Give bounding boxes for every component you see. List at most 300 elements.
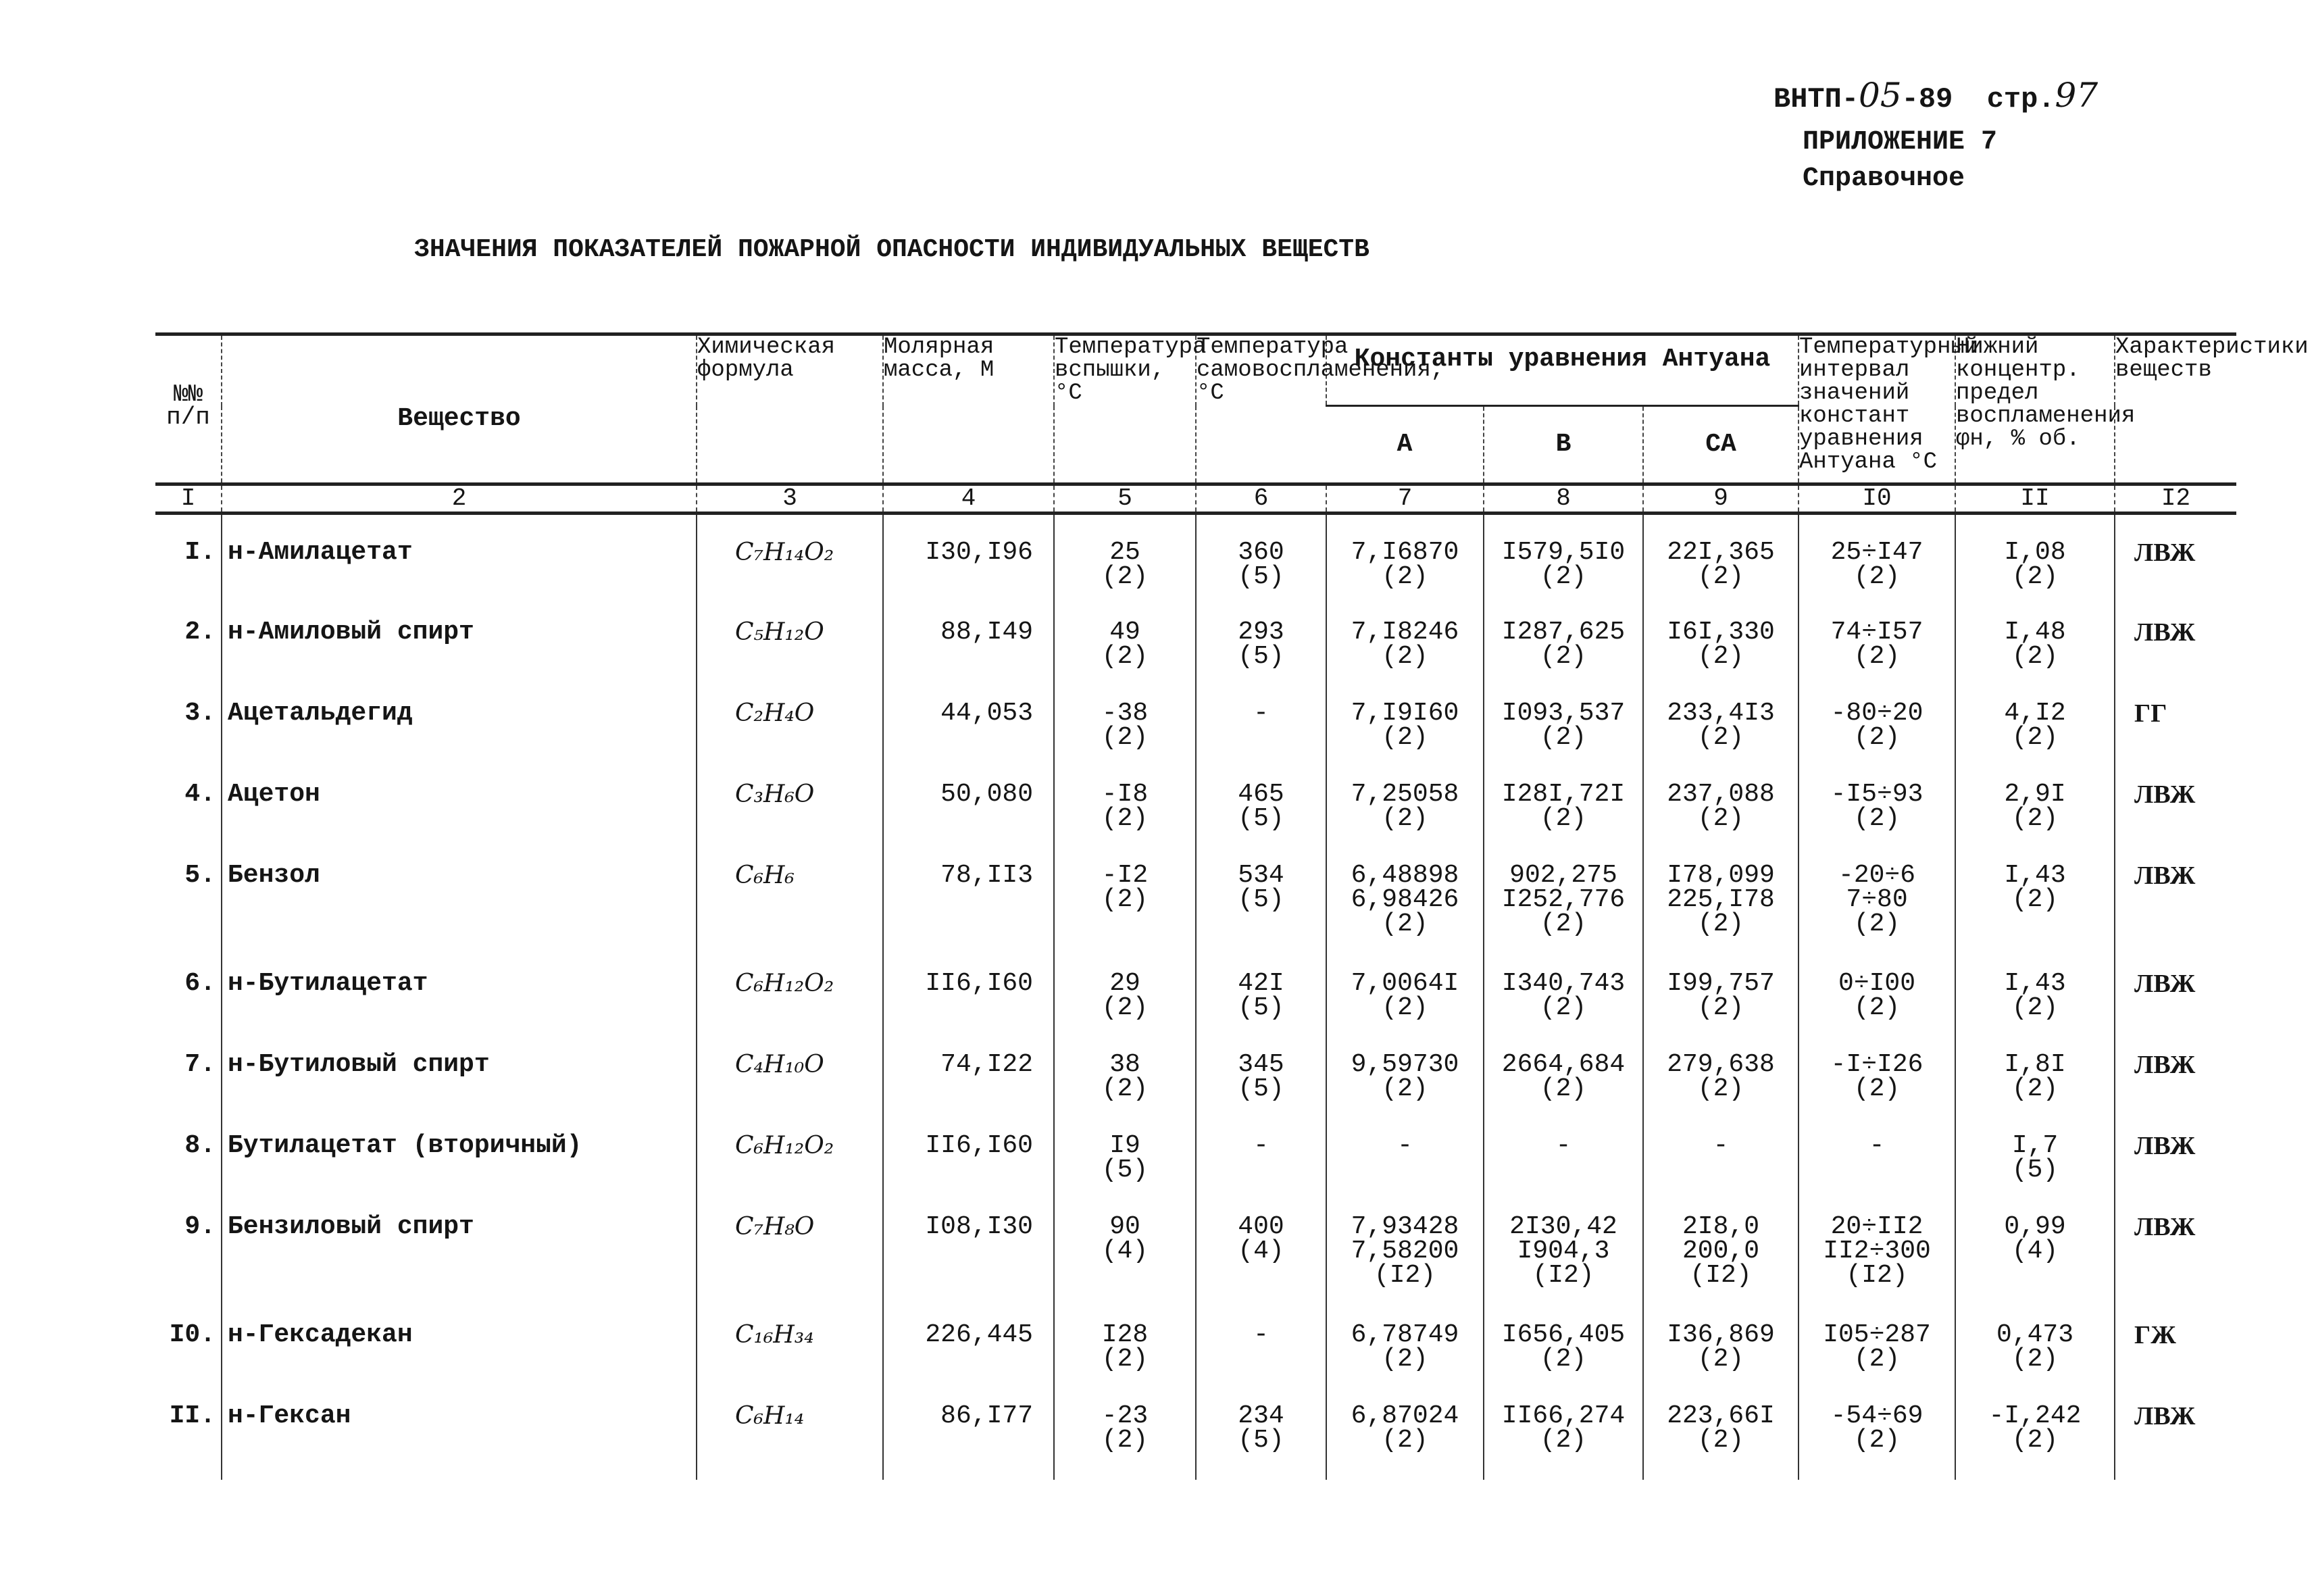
ca-value: - [1713,1130,1729,1160]
cell-a [1326,757,1484,838]
cell-name: н-Бутилацетат [222,946,697,1027]
ca-value: (2) [1697,1344,1744,1374]
document-reference [1774,76,2098,116]
cell-cls: ЛВЖ [2115,1378,2236,1480]
cell-ca [1643,1378,1799,1480]
cell-cls: ЛВЖ [2115,514,2236,595]
cell-range [1799,946,1955,1027]
a-value: - [1397,1130,1413,1160]
flash-value: -I8 [1101,779,1149,809]
cell-formula: C₆H₆ [697,838,883,946]
col-substance-header: Вещество [222,334,697,484]
cell-autoign [1196,676,1326,757]
cell-lower [1955,514,2115,595]
b-value: 902,275 [1509,860,1617,890]
cell-autoign [1196,1027,1326,1108]
cell-lower [1955,757,2115,838]
a-value: 6,48898 [1351,860,1459,890]
autoign-value: 293 [1238,617,1284,647]
cell-n: 5. [184,860,216,890]
cell-autoign [1196,946,1326,1027]
cell-n: 3. [184,698,216,728]
cell-flash [1054,514,1196,595]
lower-value: 0,473 [1996,1320,2074,1349]
cell-lower [1955,1378,2115,1480]
cell-b [1484,514,1643,595]
cell-name: Ацетон [222,757,697,838]
cell-mass: 86,I77 [883,1378,1054,1480]
cell-cls: ЛВЖ [2115,946,2236,1027]
flash-value: (2) [1101,1425,1149,1455]
lower-value: I,43 [2004,860,2066,890]
a-value: 9,59730 [1351,1049,1459,1079]
ca-value: 2I8,0 [1682,1212,1760,1241]
column-number: 4 [883,484,1054,514]
range-value: 7÷80 [1846,884,1908,914]
b-value: (2) [1540,1074,1587,1103]
cell-b [1484,757,1643,838]
b-value: (2) [1540,562,1587,591]
col-b-header: В [1484,406,1643,484]
col-range-header: Температурный интервал значений констант уравнения Антуана °С [1799,334,1955,484]
table-row [155,946,2236,1027]
cell-a [1326,595,1484,676]
cell-b [1484,1189,1643,1297]
b-value: 2I30,42 [1509,1212,1617,1241]
substance-table [155,332,2309,1480]
a-value: (2) [1382,1074,1428,1103]
b-value: (2) [1540,641,1587,671]
b-value: (2) [1540,803,1587,833]
lower-value: (2) [2011,562,2059,591]
lower-value: (2) [2011,1344,2059,1374]
cell-b [1484,946,1643,1027]
column-number: 8 [1484,484,1643,514]
flash-value: (2) [1101,641,1149,671]
a-value: (2) [1382,1344,1428,1374]
cell-formula: C₇H₈O [697,1189,883,1297]
lower-value: I,7 [2011,1130,2059,1160]
a-value: 7,58200 [1351,1236,1459,1266]
col-a-header: А [1397,430,1413,459]
b-value: (I2) [1532,1260,1594,1290]
flash-value: 29 [1109,968,1140,998]
range-value: (2) [1853,803,1901,833]
cell-ca [1643,1108,1799,1189]
cell-b [1484,838,1643,946]
ca-value: (2) [1697,1074,1744,1103]
flash-value: (2) [1101,562,1149,591]
lower-value: (2) [2011,993,2059,1022]
ca-value: 200,0 [1682,1236,1760,1266]
cell-flash [1054,1378,1196,1480]
range-value: (2) [1853,1074,1901,1103]
b-value: I252,776 [1501,884,1626,914]
col-num-header: №№ п/п [155,334,222,484]
cell-flash [1054,676,1196,757]
cell-flash [1054,1297,1196,1378]
flash-value: (2) [1101,722,1149,752]
cell-formula: C₄H₁₀O [697,1027,883,1108]
flash-value: I9 [1109,1130,1140,1160]
autoign-value: (5) [1238,641,1284,671]
lower-value: (2) [2011,803,2059,833]
cell-mass: 74,I22 [883,1027,1054,1108]
autoign-value: (5) [1238,993,1284,1022]
cell-lower [1955,838,2115,946]
cell-flash [1054,1108,1196,1189]
b-value: II66,274 [1501,1401,1626,1430]
cell-range [1799,1108,1955,1189]
flash-value: (4) [1101,1236,1149,1266]
a-value: 6,87024 [1351,1401,1459,1430]
cell-range [1799,1378,1955,1480]
lower-value: (2) [2011,1074,2059,1103]
ca-value: 279,638 [1667,1049,1775,1079]
cell-ca [1643,946,1799,1027]
ca-value: (2) [1697,909,1744,939]
cell-range [1799,595,1955,676]
cell-name: н-Амилацетат [222,514,697,595]
cell-formula: C₆H₁₂O₂ [697,946,883,1027]
a-value: (2) [1382,803,1428,833]
col-ca-header: СА [1643,406,1799,484]
autoign-value: (5) [1238,562,1284,591]
flash-value: I28 [1101,1320,1149,1349]
col-antoine-header: Константы уравнения Антуана [1326,334,1799,406]
ca-value: 22I,365 [1667,538,1775,567]
cell-mass: I08,I30 [883,1189,1054,1297]
cell-b [1484,1027,1643,1108]
cell-range [1799,1297,1955,1378]
cell-n: 8. [184,1130,216,1160]
range-value: 74÷I57 [1830,617,1923,647]
ca-value: I78,099 [1667,860,1775,890]
cell-lower [1955,1108,2115,1189]
cell-formula: C₂H₄O [697,676,883,757]
header-row [155,334,2236,406]
doc-ref-prefix: ВНТП- [1774,83,1859,116]
cell-b [1484,595,1643,676]
flash-value: (2) [1101,803,1149,833]
a-value: 6,78749 [1351,1320,1459,1349]
flash-value: (2) [1101,1074,1149,1103]
cell-flash [1054,838,1196,946]
cell-autoign [1196,757,1326,838]
column-number: I2 [2115,484,2236,514]
autoign-value: 234 [1238,1401,1284,1430]
lower-value: I,08 [2004,538,2066,567]
ca-value: I99,757 [1667,968,1775,998]
cell-mass: 50,080 [883,757,1054,838]
ca-value: 223,66I [1667,1401,1775,1430]
column-number: II [1955,484,2115,514]
lower-value: (5) [2011,1155,2059,1184]
ca-value: 225,I78 [1667,884,1775,914]
lower-value: -I,242 [1988,1401,2082,1430]
b-value: (2) [1540,909,1587,939]
a-value: (2) [1382,1425,1428,1455]
autoign-value: (5) [1238,1425,1284,1455]
table-row [155,838,2236,946]
range-value: -I5÷93 [1830,779,1923,809]
column-number: I [155,484,222,514]
cell-ca [1643,757,1799,838]
b-value: (2) [1540,1344,1587,1374]
cell-n: 9. [184,1212,216,1241]
autoign-value: 534 [1238,860,1284,890]
cell-ca [1643,595,1799,676]
cell-n: II. [169,1401,216,1430]
cell-name: Ацетальдегид [222,676,697,757]
range-value: -80÷20 [1830,698,1923,728]
autoign-value: (5) [1238,803,1284,833]
cell-a [1326,1297,1484,1378]
cell-range [1799,676,1955,757]
table-row [155,1108,2236,1189]
column-number: 7 [1326,484,1484,514]
cell-range [1799,1027,1955,1108]
cell-cls: ГЖ [2115,1297,2236,1378]
a-value: (2) [1382,722,1428,752]
b-value: - [1555,1130,1571,1160]
a-value: 7,I9I60 [1351,698,1459,728]
a-value: (2) [1382,909,1428,939]
flash-value: -I2 [1101,860,1149,890]
doc-ref-suffix: -89 [1901,83,1953,116]
cell-name: Бутилацетат (вторичный) [222,1108,697,1189]
cell-ca [1643,1297,1799,1378]
range-value: -54÷69 [1830,1401,1923,1430]
cell-a [1326,1108,1484,1189]
range-value: 25÷I47 [1830,538,1923,567]
ca-value: (2) [1697,641,1744,671]
table-body [155,514,2236,1480]
cell-range [1799,1189,1955,1297]
cell-ca [1643,676,1799,757]
appendix-type: Справочное [1803,164,1965,194]
lower-value: 0,99 [2004,1212,2066,1241]
a-value: (I2) [1374,1260,1436,1290]
cell-formula: C₁₆H₃₄ [697,1297,883,1378]
ca-value: (2) [1697,1425,1744,1455]
lower-value: 4,I2 [2004,698,2066,728]
lower-value: (2) [2011,722,2059,752]
page-number: 97 [2055,76,2098,115]
column-number: 5 [1054,484,1196,514]
cell-flash [1054,595,1196,676]
column-number: 9 [1643,484,1799,514]
cell-lower [1955,1027,2115,1108]
b-value: (2) [1540,993,1587,1022]
b-value: I579,5I0 [1501,538,1626,567]
cell-a [1326,1378,1484,1480]
cell-ca [1643,1189,1799,1297]
range-value: II2÷300 [1823,1236,1931,1266]
appendix-label: ПРИЛОЖЕНИЕ 7 [1803,127,1998,157]
range-value: (2) [1853,1344,1901,1374]
cell-range [1799,514,1955,595]
cell-autoign [1196,1297,1326,1378]
cell-range [1799,838,1955,946]
cell-lower [1955,595,2115,676]
autoign-value: 400 [1238,1212,1284,1241]
autoign-value: 42I [1238,968,1284,998]
cell-lower [1955,1189,2115,1297]
range-value: -I÷I26 [1830,1049,1923,1079]
range-value: (I2) [1846,1260,1908,1290]
ca-value: (2) [1697,803,1744,833]
a-value: (2) [1382,993,1428,1022]
column-number: 2 [222,484,697,514]
cell-cls: ЛВЖ [2115,1108,2236,1189]
column-number-row [155,484,2236,514]
column-number: 3 [697,484,883,514]
cell-name: н-Амиловый спирт [222,595,697,676]
cell-n: 4. [184,779,216,809]
range-value: (2) [1853,993,1901,1022]
cell-a [1326,1189,1484,1297]
cell-flash [1054,946,1196,1027]
autoign-value: (5) [1238,1074,1284,1103]
cell-lower [1955,946,2115,1027]
flash-value: (5) [1101,1155,1149,1184]
cell-n: I. [184,538,216,567]
a-value: 7,I8246 [1351,617,1459,647]
cell-flash [1054,1189,1196,1297]
autoign-value: - [1253,1320,1269,1349]
cell-name: Бензол [222,838,697,946]
cell-mass: 88,I49 [883,595,1054,676]
flash-value: (2) [1101,993,1149,1022]
cell-n: 6. [184,968,216,998]
cell-cls: ЛВЖ [2115,757,2236,838]
range-value: -20÷6 [1838,860,1916,890]
cell-mass: I30,I96 [883,514,1054,595]
ca-value: (I2) [1690,1260,1752,1290]
ca-value: (2) [1697,722,1744,752]
lower-value: 2,9I [2004,779,2066,809]
a-value: 7,25058 [1351,779,1459,809]
table-row [155,676,2236,757]
col-lower-limit-header: Нижний концентр. предел воспламенения φн, % об. [1955,334,2115,484]
col-autoign-header: Температура самовоспламенения, °С [1196,334,1326,484]
col-flash-header: Температура вспышки, °С [1054,334,1196,484]
doc-ref-handwritten: 05 [1859,76,1902,115]
cell-cls: ЛВЖ [2115,838,2236,946]
autoign-value: 465 [1238,779,1284,809]
lower-value: I,8I [2004,1049,2066,1079]
autoign-value: - [1253,698,1269,728]
cell-a [1326,838,1484,946]
flash-value: -23 [1101,1401,1149,1430]
cell-autoign [1196,595,1326,676]
cell-b [1484,1297,1643,1378]
page-label: стр. [1986,83,2055,116]
cell-mass: II6,I60 [883,1108,1054,1189]
cell-mass: 78,II3 [883,838,1054,946]
cell-autoign [1196,1189,1326,1297]
lower-value: (2) [2011,1425,2059,1455]
cell-mass: 44,053 [883,676,1054,757]
cell-mass: II6,I60 [883,946,1054,1027]
range-value: (2) [1853,562,1901,591]
cell-a [1326,676,1484,757]
cell-n: I0. [169,1320,216,1349]
b-value: (2) [1540,722,1587,752]
cell-name: н-Бутиловый спирт [222,1027,697,1108]
cell-ca [1643,838,1799,946]
cell-n: 2. [184,617,216,647]
a-value: 7,0064I [1351,968,1459,998]
lower-value: (2) [2011,884,2059,914]
cell-autoign [1196,514,1326,595]
cell-b [1484,1378,1643,1480]
autoign-value: (5) [1238,884,1284,914]
range-value: - [1869,1130,1885,1160]
cell-formula: C₆H₁₄ [697,1378,883,1480]
lower-value: I,48 [2004,617,2066,647]
lower-value: (4) [2011,1236,2059,1266]
cell-flash [1054,757,1196,838]
cell-autoign [1196,838,1326,946]
ca-value: 237,088 [1667,779,1775,809]
range-value: 20÷II2 [1830,1212,1923,1241]
column-number: 6 [1196,484,1326,514]
col-formula-header: Химическая формула [697,334,883,484]
b-value: I904,3 [1517,1236,1610,1266]
ca-value: (2) [1697,993,1744,1022]
cell-cls: ГГ [2115,676,2236,757]
col-characteristics-header: Характеристики веществ [2115,334,2236,484]
cell-n: 7. [184,1049,216,1079]
table-row [155,1189,2236,1297]
b-value: I340,743 [1501,968,1626,998]
cell-name: Бензиловый спирт [222,1189,697,1297]
page-title: ЗНАЧЕНИЯ ПОКАЗАТЕЛЕЙ ПОЖАРНОЙ ОПАСНОСТИ ИНДИВИДУАЛЬНЫХ ВЕЩЕСТВ [414,235,1369,264]
lower-value: (2) [2011,641,2059,671]
b-value: I28I,72I [1501,779,1626,809]
cell-cls: ЛВЖ [2115,1189,2236,1297]
b-value: I093,537 [1501,698,1626,728]
cell-a [1326,514,1484,595]
b-value: (2) [1540,1425,1587,1455]
ca-value: I36,869 [1667,1320,1775,1349]
cell-range [1799,757,1955,838]
cell-autoign [1196,1378,1326,1480]
cell-lower [1955,1297,2115,1378]
cell-cls: ЛВЖ [2115,595,2236,676]
range-value: 0÷I00 [1838,968,1916,998]
autoign-value: (4) [1238,1236,1284,1266]
flash-value: 25 [1109,538,1140,567]
flash-value: 49 [1109,617,1140,647]
b-value: 2664,684 [1501,1049,1626,1079]
range-value: I05÷287 [1823,1320,1931,1349]
table-row [155,1378,2236,1480]
lower-value: I,43 [2004,968,2066,998]
cell-a [1326,946,1484,1027]
cell-formula: C₇H₁₄O₂ [697,514,883,595]
autoign-value: - [1253,1130,1269,1160]
flash-value: (2) [1101,1344,1149,1374]
cell-formula: C₃H₆O [697,757,883,838]
range-value: (2) [1853,1425,1901,1455]
cell-ca [1643,1027,1799,1108]
b-value: I656,405 [1501,1320,1626,1349]
table-row [155,595,2236,676]
b-value: I287,625 [1501,617,1626,647]
